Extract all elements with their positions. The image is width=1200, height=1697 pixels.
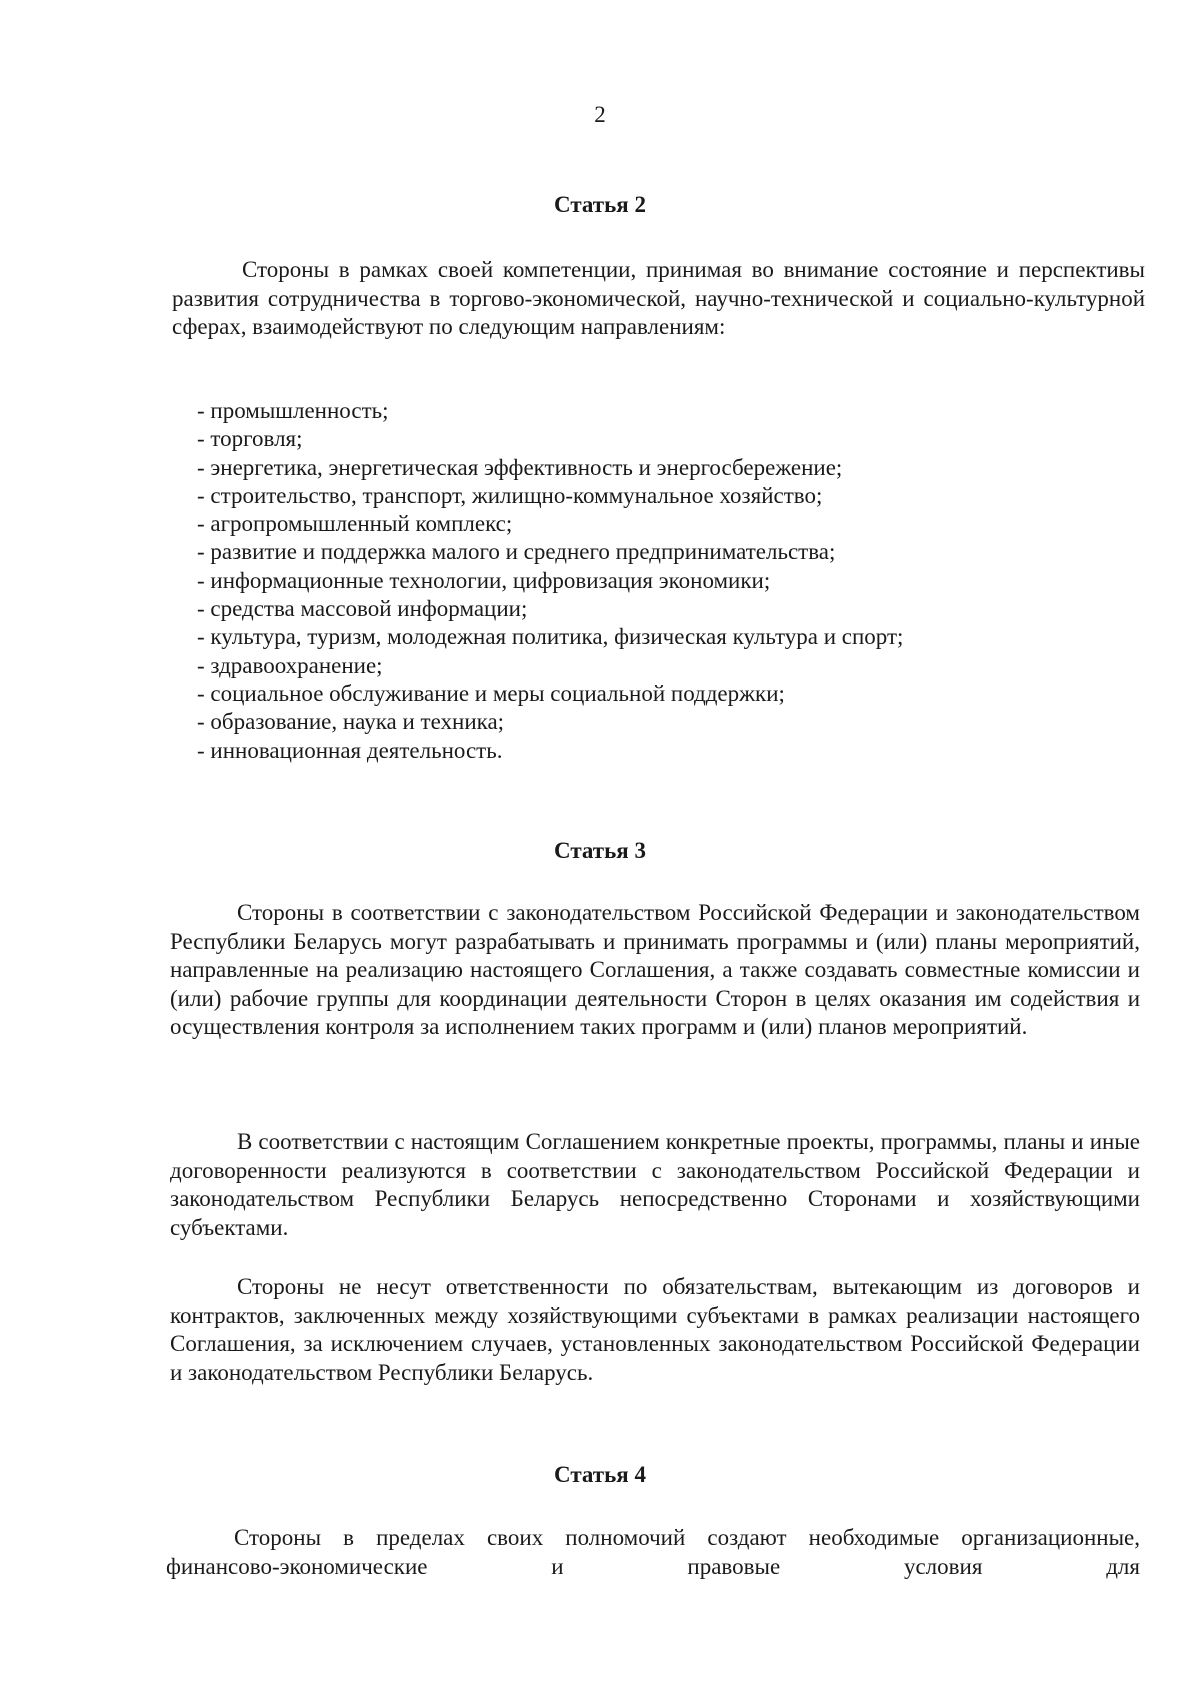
article-4-heading: Статья 4 [554,1462,646,1487]
list-item: - информационные технологии, цифровизация экономики; [197,567,771,593]
list-item: - культура, туризм, молодежная политика, физическая культура и спорт; [197,624,904,650]
list-item: - социальное обслуживание и меры социальной поддержки; [197,680,785,706]
page-number: 2 [594,102,606,127]
article-3-heading: Статья 3 [554,838,646,863]
list-item: - развитие и поддержка малого и среднего предпринимательства; [197,539,836,565]
article-4-paragraph-1: Стороны в пределах своих полномочий создают необходимые организационные, финансово-экономические и правовые условия для [166,1525,1140,1579]
article-3-paragraph-2: В соответствии с настоящим Соглашением конкретные проекты, программы, планы и иные договоренности реализуются в соответствии с законодательством Российской Федерации и законодательством Республики Беларусь непосредственно Сторонами и хозяйствующими субъектами. [170,1129,1140,1240]
list-item: - средства массовой информации; [197,596,528,622]
list-item: - здравоохранение; [197,652,383,678]
list-item: - энергетика, энергетическая эффективность и энергосбережение; [197,454,843,480]
article-3-paragraph-1: Стороны в соответствии с законодательством Российской Федерации и законодательством Республики Беларусь могут разрабатывать и принимать программы и (или) планы мероприятий, направленные на реализацию настоящего Соглашения, а также создавать совместные комиссии и (или) рабочие группы для координации деятельности Сторон в целях оказания им содействия и осуществления контроля за исполнением таких программ и (или) планов мероприятий. [170,900,1140,1039]
list-item: - торговля; [197,426,303,452]
list-item: - промышленность; [197,398,389,423]
article-2-intro: Стороны в рамках своей компетенции, принимая во внимание состояние и перспективы развития сотрудничества в торгово-экономической, научно-технической и социально-культурной сферах, взаимодействуют по следующим направлениям: [172,257,1145,339]
list-item: - агропромышленный комплекс; [197,511,513,537]
article-2-heading: Статья 2 [554,192,646,217]
list-item: - образование, наука и техника; [197,709,505,735]
article-3-paragraph-3: Стороны не несут ответственности по обязательствам, вытекающим из договоров и контрактов, заключенных между хозяйствующими субъектами в рамках реализации настоящего Соглашения, за исключением случаев, установленных законодательством Российской Федерации и законодательством Республики Беларусь. [170,1274,1140,1385]
article-2-list [197,397,903,765]
list-item: - строительство, транспорт, жилищно-коммунальное хозяйство; [197,482,823,508]
list-item: - инновационная деятельность. [197,737,503,763]
